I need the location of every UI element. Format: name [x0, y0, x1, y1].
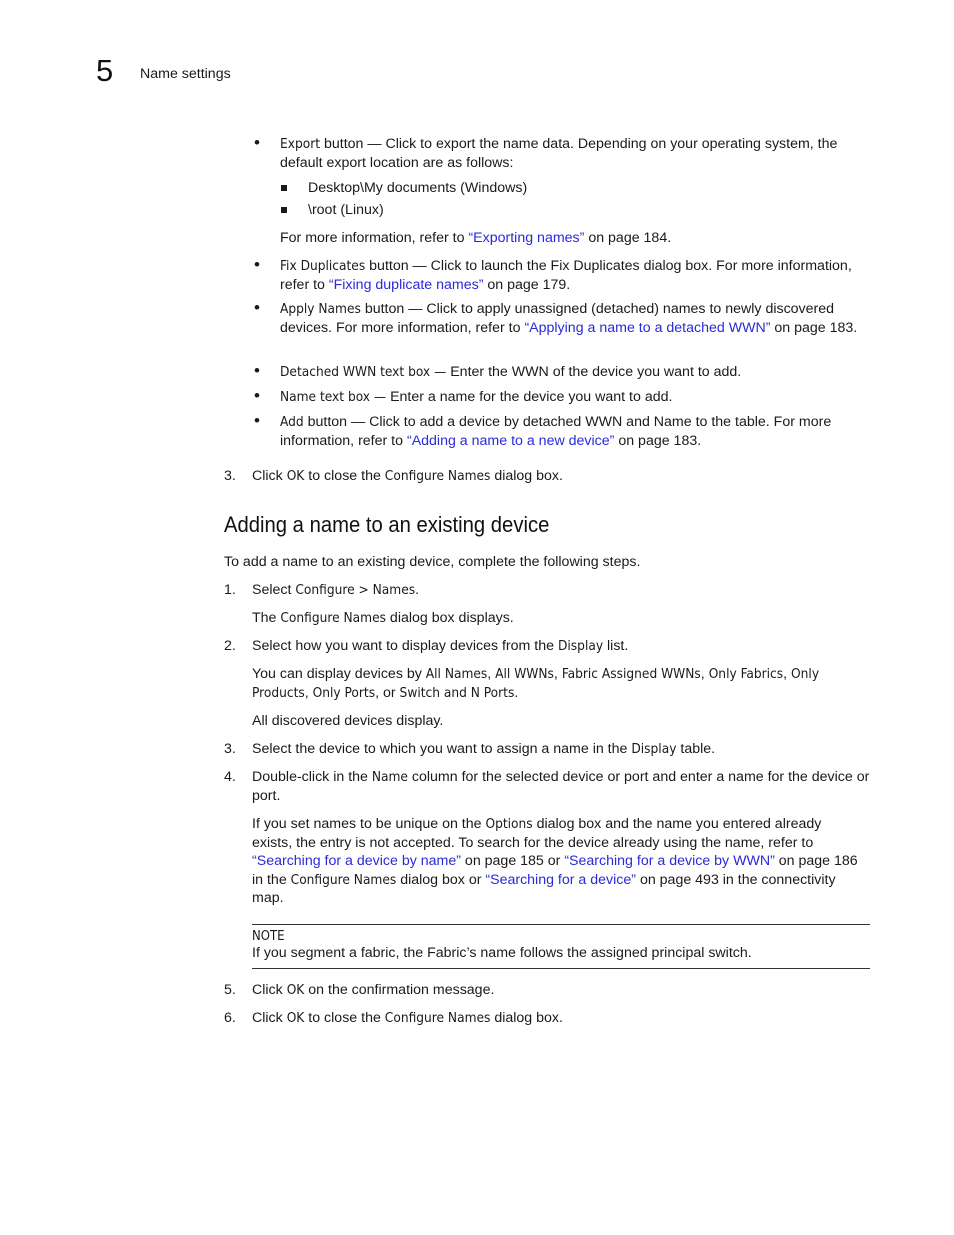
section-intro: To add a name to an existing device, complete the following steps.: [224, 554, 641, 570]
step-2-detail: [252, 665, 862, 702]
detached-wwn-label: Detached WWN text box —: [280, 364, 447, 380]
chapter-title: Name settings: [140, 66, 231, 82]
step-number: 2.: [224, 638, 236, 654]
export-reference: [280, 229, 872, 248]
add-bullet: [280, 413, 872, 450]
detached-wwn-bullet: [280, 363, 872, 382]
note-top-rule: [252, 924, 870, 925]
ref-prefix: For more information, refer to: [280, 230, 469, 246]
export-text: button — Click to export the name data. Depending on your operating system, the default export location are as follows:: [280, 136, 838, 171]
step-text: Double-click in the: [252, 769, 372, 785]
add-suffix: on page 183.: [614, 432, 702, 449]
fix-duplicates-label: Fix Duplicates: [280, 258, 366, 274]
step-text: to close the: [304, 468, 385, 484]
separator: ,: [553, 666, 562, 682]
step-text: column for the selected device or port and enter a name for the device or port.: [252, 769, 870, 804]
step-text: Select the device to which you want to assign a name in the: [252, 741, 632, 757]
step-number: 1.: [224, 582, 236, 598]
ok-term: OK: [286, 468, 305, 484]
separator: ,: [783, 666, 792, 682]
searching-for-device-link[interactable]: “Searching for a device”: [485, 871, 636, 888]
step-text: to close the: [304, 1010, 385, 1026]
step-2: [224, 637, 872, 656]
note-label: NOTE: [252, 929, 285, 944]
step-text: If you set names to be unique on the: [252, 816, 486, 832]
adding-name-new-device-link[interactable]: “Adding a name to a new device”: [406, 432, 615, 449]
configure-names-term: Configure Names: [280, 610, 386, 626]
option-term: Only Products: [252, 666, 820, 701]
separator: ,: [487, 666, 496, 682]
ok-term: OK: [286, 1010, 305, 1026]
step-number: 5.: [224, 982, 236, 998]
step-text: Click: [252, 982, 287, 998]
apply-names-label: Apply Names: [280, 301, 361, 317]
configure-names-term: Configure Names: [384, 468, 491, 484]
step-2-result: All discovered devices display.: [252, 713, 444, 729]
step-1-result: [252, 609, 862, 628]
chapter-number: 5: [96, 53, 114, 88]
step-text: dialog box and the name you entered already exists, the entry is not accepted. To search for the device already using the name, refer to: [252, 816, 822, 851]
option-term: All WWNs: [495, 666, 554, 682]
export-location-item: \root (Linux): [308, 202, 384, 218]
note-text: If you segment a fabric, the Fabric’s name follows the assigned principal switch.: [252, 945, 752, 961]
step-4-detail: [252, 815, 862, 908]
step-6: [224, 1009, 872, 1028]
step-text: You can display devices by: [252, 666, 426, 682]
step-5: [224, 981, 872, 1000]
searching-device-by-wwn-link[interactable]: “Searching for a device by WWN”: [564, 853, 775, 870]
configure-names-term: Configure Names: [290, 871, 397, 888]
step-text: The: [252, 610, 281, 626]
step-text: Select: [252, 582, 296, 598]
detached-wwn-text: Enter the WWN of the device you want to add.: [446, 364, 742, 380]
separator: .: [514, 684, 519, 701]
step-text: on page 186 in the: [252, 853, 858, 888]
applying-name-detached-wwn-link[interactable]: “Applying a name to a detached WWN”: [524, 319, 771, 336]
step-text: list.: [603, 638, 629, 654]
option-term: Fabric Assigned WWNs: [561, 666, 701, 682]
step-3: [224, 740, 872, 759]
step-text: .: [415, 582, 420, 598]
step-1: [224, 581, 872, 600]
ok-term: OK: [286, 982, 305, 998]
separator: , or: [375, 684, 400, 701]
step-text: dialog box.: [490, 468, 563, 484]
separator: ,: [304, 684, 313, 701]
fix-duplicates-text: button — Click to launch the Fix Duplicates dialog box. For more information, refer to: [280, 258, 852, 293]
display-term: Display: [557, 638, 604, 654]
fixing-duplicate-names-link[interactable]: “Fixing duplicate names”: [328, 276, 484, 293]
step-text: on page 185 or: [460, 853, 565, 870]
step-text: Select how you want to display devices from the: [252, 638, 558, 654]
step-text: table.: [676, 741, 716, 757]
export-label: Export: [280, 136, 321, 152]
export-bullet: [280, 135, 872, 172]
step-text: on the confirmation message.: [304, 982, 495, 998]
step-text: on page 493 in the connectivity map.: [252, 871, 836, 907]
step-number: 3.: [224, 468, 236, 484]
name-textbox-text: Enter a name for the device you want to add.: [386, 389, 673, 405]
note-bottom-rule: [252, 968, 870, 969]
fix-suffix: on page 179.: [483, 276, 571, 293]
option-term: Only Ports: [312, 684, 376, 701]
add-label: Add: [280, 414, 304, 430]
step-number: 6.: [224, 1010, 236, 1026]
name-term: Name: [371, 769, 408, 785]
section-heading: Adding a name to an existing device: [224, 512, 550, 537]
step-text: Click: [252, 1010, 287, 1026]
options-term: Options: [485, 816, 533, 832]
exporting-names-link[interactable]: “Exporting names”: [468, 230, 585, 246]
searching-device-by-name-link[interactable]: “Searching for a device by name”: [252, 853, 461, 870]
configure-names-term: Configure Names: [384, 1010, 491, 1026]
option-term: All Names: [425, 666, 488, 682]
step-text: Click: [252, 468, 287, 484]
option-term: Switch and N Ports: [399, 684, 515, 701]
display-term: Display: [631, 741, 677, 757]
fix-duplicates-bullet: [280, 257, 872, 294]
step-number: 3.: [224, 741, 236, 757]
name-textbox-label: Name text box —: [280, 389, 387, 405]
option-term: Only Fabrics: [708, 666, 784, 682]
step-number: 4.: [224, 769, 236, 785]
step-text: dialog box or: [396, 871, 486, 888]
step-text: dialog box.: [490, 1010, 563, 1026]
step-text: dialog box displays.: [385, 610, 514, 626]
separator: ,: [700, 666, 709, 682]
menu-path-term: Configure > Names: [295, 582, 416, 598]
name-textbox-bullet: [280, 388, 872, 407]
apply-suffix: on page 183.: [770, 319, 858, 336]
export-location-item: Desktop\My documents (Windows): [308, 180, 528, 196]
add-text: button — Click to add a device by detached WWN and Name to the table. For more information, refer to: [280, 414, 832, 449]
apply-names-text: button — Click to apply unassigned (detached) names to newly discovered devices. For more information, refer to: [280, 301, 835, 336]
step-4: [224, 768, 872, 805]
apply-names-bullet: [280, 300, 872, 337]
step-close-dialog: [224, 467, 872, 486]
ref-suffix: on page 184.: [584, 230, 672, 246]
